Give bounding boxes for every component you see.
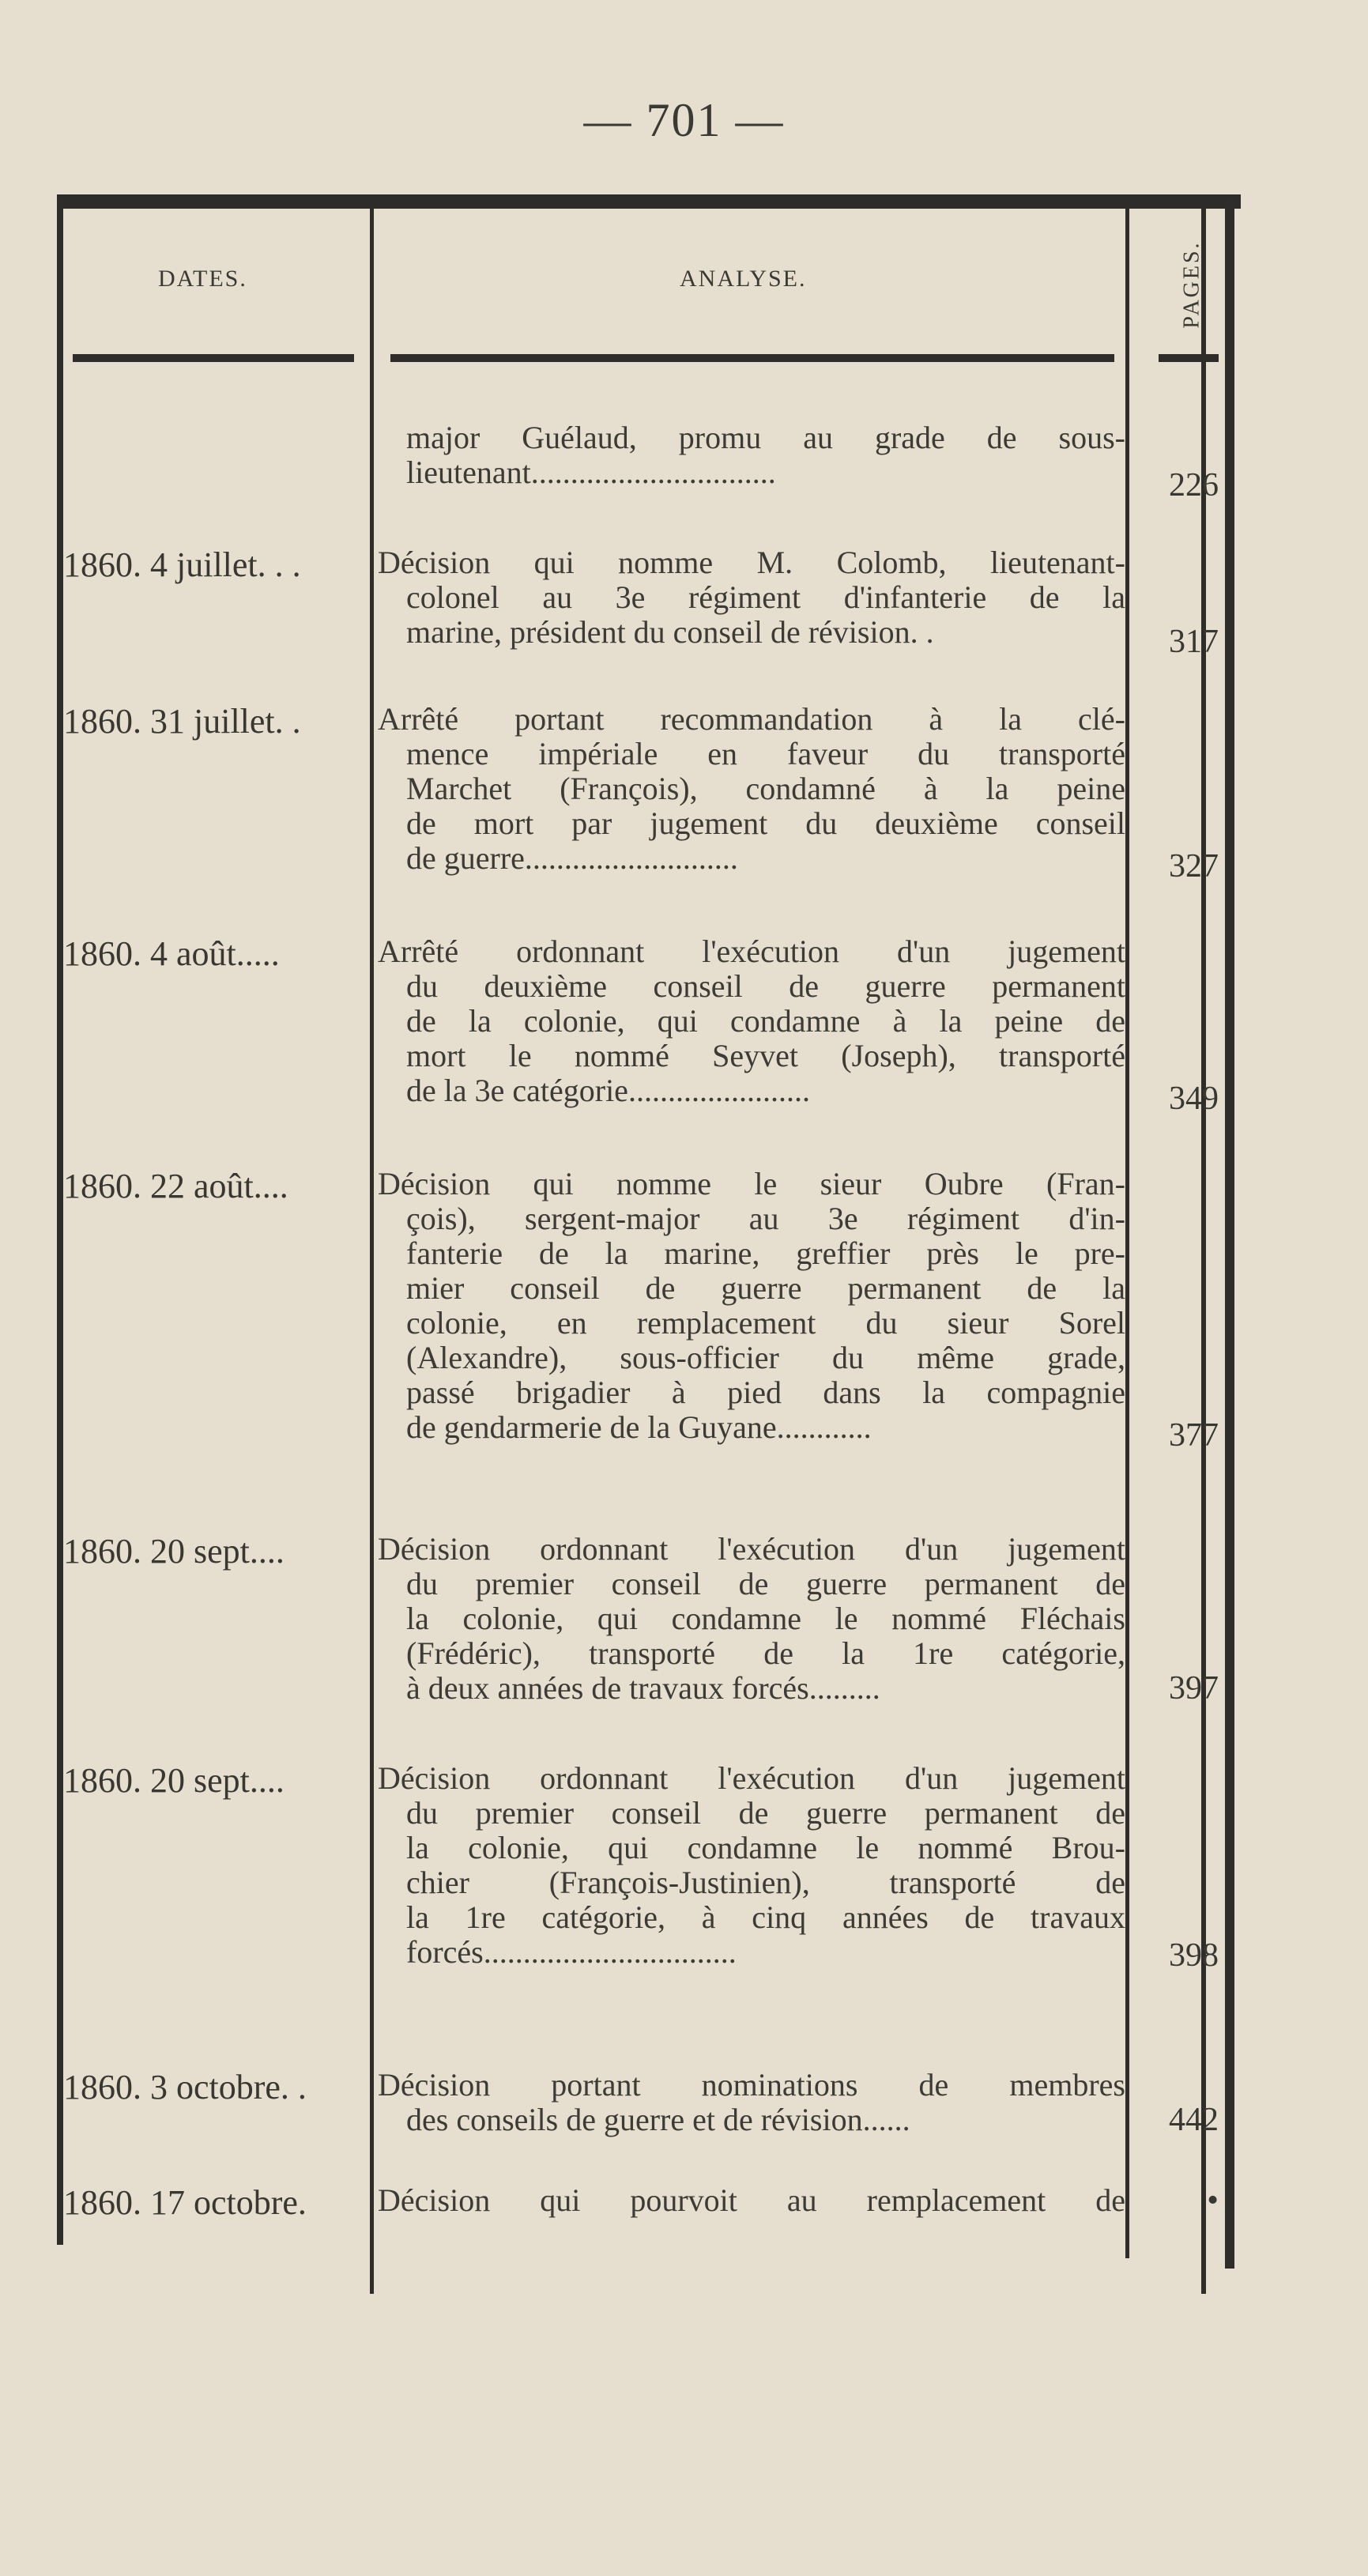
entry-page: 398: [1169, 1937, 1219, 1974]
entry-date: 1860. 4 juillet. . .: [63, 545, 301, 584]
column-divider-dates: [370, 207, 374, 2294]
page-number: — 701 —: [583, 94, 785, 146]
column-divider-analyse: [1125, 207, 1129, 2258]
analysis-line: la 1re catégorie, à cinq années de travaux: [406, 1900, 1125, 1935]
entry-analysis: [378, 934, 1125, 1108]
entry-analysis: [378, 2068, 1125, 2137]
header-rule-dates: [73, 354, 354, 362]
analysis-line: Décision qui pourvoit au remplacement de: [378, 2183, 1125, 2218]
entry-date: 1860. 4 août.....: [63, 934, 280, 973]
entry-date: 1860. 17 octobre.: [63, 2183, 307, 2222]
entry-date: 1860. 3 octobre. .: [63, 2068, 307, 2106]
entry-page: 327: [1169, 848, 1219, 884]
entry-page: 442: [1169, 2102, 1219, 2138]
analysis-line: de la colonie, qui condamne à la peine de: [406, 1004, 1125, 1039]
entry-analysis: [378, 1532, 1125, 1706]
analysis-line: mence impériale en faveur du transporté: [406, 737, 1125, 771]
header-pages: PAGES.: [1180, 240, 1204, 329]
analysis-line: colonie, en remplacement du sieur Sorel: [406, 1306, 1125, 1341]
analysis-line: çois), sergent-major au 3e régiment d'in-: [406, 1201, 1125, 1236]
entry-analysis: [378, 2183, 1125, 2218]
entry-page: 226: [1169, 467, 1219, 504]
analysis-line: de gendarmerie de la Guyane............: [406, 1410, 872, 1445]
analysis-line: forcés................................: [406, 1935, 737, 1970]
entry-page: 397: [1169, 1670, 1219, 1707]
entry-analysis: [378, 545, 1125, 650]
analysis-line: Arrêté portant recommandation à la clé-: [378, 702, 1125, 737]
header-dates: DATES.: [158, 266, 247, 292]
header-analyse: ANALYSE.: [680, 266, 807, 292]
table-top-rule: [57, 194, 1241, 209]
analysis-line: mier conseil de guerre permanent de la: [406, 1271, 1125, 1306]
entry-date: 1860. 20 sept....: [63, 1761, 285, 1800]
column-divider-pages: [1201, 207, 1206, 2294]
analysis-line: de la 3e catégorie.......................: [406, 1073, 810, 1108]
entry-analysis: [378, 421, 1125, 490]
analysis-line: (Alexandre), sous-officier du même grade,: [406, 1341, 1125, 1375]
analysis-line: (Frédéric), transporté de la 1re catégorie,: [406, 1636, 1125, 1671]
analysis-line: marine, président du conseil de révision. .: [406, 615, 934, 650]
analysis-line: du premier conseil de guerre permanent de: [406, 1796, 1125, 1831]
analysis-line: Décision ordonnant l'exécution d'un jugement: [378, 1532, 1125, 1567]
analysis-line: lieutenant...............................: [406, 455, 776, 490]
header-rule-analyse: [390, 354, 1114, 362]
analysis-line: Décision qui nomme le sieur Oubre (Fran-: [378, 1167, 1125, 1201]
entry-page: •: [1207, 2182, 1219, 2219]
analysis-line: Marchet (François), condamné à la peine: [406, 771, 1125, 806]
analysis-line: Décision qui nomme M. Colomb, lieutenant-: [378, 545, 1125, 580]
analysis-line: Décision portant nominations de membres: [378, 2068, 1125, 2103]
entry-page: 349: [1169, 1081, 1219, 1117]
analysis-line: la colonie, qui condamne le nommé Fléchais: [406, 1601, 1125, 1636]
analysis-line: Décision ordonnant l'exécution d'un jugement: [378, 1761, 1125, 1796]
analysis-line: colonel au 3e régiment d'infanterie de la: [406, 580, 1125, 615]
entry-page: 377: [1169, 1417, 1219, 1454]
entry-analysis: [378, 1167, 1125, 1445]
analysis-line: chier (François-Justinien), transporté de: [406, 1865, 1125, 1900]
analysis-line: mort le nommé Seyvet (Joseph), transporté: [406, 1039, 1125, 1073]
analysis-line: fanterie de la marine, greffier près le pre-: [406, 1236, 1125, 1271]
analysis-line: major Guélaud, promu au grade de sous-: [406, 421, 1125, 455]
analysis-line: des conseils de guerre et de révision......: [406, 2103, 910, 2137]
table-right-border: [1225, 198, 1234, 2269]
analysis-line: Arrêté ordonnant l'exécution d'un jugement: [378, 934, 1125, 969]
analysis-line: de mort par jugement du deuxième conseil: [406, 806, 1125, 841]
analysis-line: passé brigadier à pied dans la compagnie: [406, 1375, 1125, 1410]
entry-date: 1860. 20 sept....: [63, 1532, 285, 1571]
analysis-line: du premier conseil de guerre permanent de: [406, 1567, 1125, 1601]
entry-analysis: [378, 702, 1125, 876]
entry-page: 317: [1169, 624, 1219, 660]
analysis-line: à deux années de travaux forcés.........: [406, 1671, 880, 1706]
entry-analysis: [378, 1761, 1125, 1970]
analysis-line: du deuxième conseil de guerre permanent: [406, 969, 1125, 1004]
entry-date: 1860. 22 août....: [63, 1167, 288, 1205]
entry-date: 1860. 31 juillet. .: [63, 702, 301, 741]
analysis-line: de guerre...........................: [406, 841, 738, 876]
header-rule-pages: [1159, 354, 1219, 362]
table-left-border: [57, 198, 63, 2245]
analysis-line: la colonie, qui condamne le nommé Brou-: [406, 1831, 1125, 1865]
